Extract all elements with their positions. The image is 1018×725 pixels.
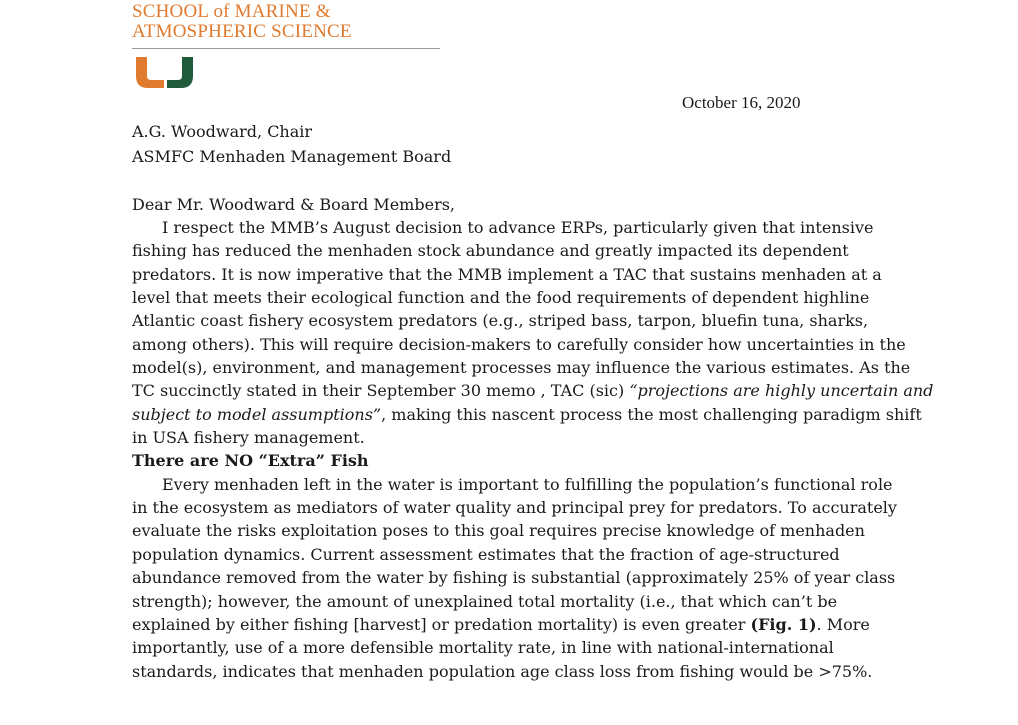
- paragraph-2-line: [132, 613, 952, 636]
- salutation: Dear Mr. Woodward & Board Members,: [132, 195, 456, 214]
- paragraph-1-line: level that meets their ecological function and the food requirements of dependent highline: [132, 288, 870, 308]
- paragraph-2: [132, 473, 952, 683]
- paragraph-2-line: importantly, use of a more defensible mortality rate, in line with national-international: [132, 638, 834, 658]
- quoted-text: subject to model assumptions”: [132, 404, 382, 424]
- letterhead-divider: [132, 48, 440, 49]
- university-logo: [134, 54, 196, 90]
- addressee-name: A.G. Woodward, Chair: [132, 122, 313, 141]
- paragraph-text: , making this nascent process the most challenging paradigm shift: [381, 404, 922, 424]
- paragraph-1-line: among others). This will require decision-makers to carefully consider how uncertainties in the: [132, 334, 906, 354]
- paragraph-1-line: I respect the MMB’s August decision to advance ERPs, particularly given that intensive: [162, 218, 874, 237]
- paragraph-2-line: standards, indicates that menhaden population age class loss from fishing would be >75%.: [132, 661, 873, 681]
- paragraph-1-line: [132, 403, 952, 426]
- u-logo-icon: [134, 54, 196, 90]
- paragraph-1-line: fishing has reduced the menhaden stock abundance and greatly impacted its dependent: [132, 241, 849, 261]
- school-name-line-1: SCHOOL of MARINE &: [132, 1, 331, 22]
- paragraph-2-line: in the ecosystem as mediators of water quality and principal prey for predators. To accurately: [132, 498, 897, 518]
- paragraph-1-line: Atlantic coast fishery ecosystem predators (e.g., striped bass, tarpon, bluefin tuna, sharks,: [132, 311, 869, 331]
- paragraph-2-line: strength); however, the amount of unexplained total mortality (i.e., that which can’t be: [132, 591, 838, 611]
- memo-reference-text: TC succinctly stated in their September 30 memo , TAC (sic): [132, 381, 630, 401]
- paragraph-2-line: Every menhaden left in the water is important to fulfilling the population’s functional role: [162, 474, 893, 494]
- paragraph-1-line: [132, 379, 952, 402]
- paragraph-2-line: evaluate the risks exploitation poses to this goal requires precise knowledge of menhaden: [132, 521, 865, 541]
- paragraph-2-line: abundance removed from the water by fishing is substantial (approximately 25% of year class: [132, 568, 896, 588]
- letter-date: October 16, 2020: [682, 93, 801, 112]
- letter-body: [132, 216, 952, 683]
- section-heading: There are NO “Extra” Fish: [132, 451, 369, 471]
- paragraph-2-line: population dynamics. Current assessment estimates that the fraction of age-structured: [132, 544, 840, 564]
- addressee-block: [132, 119, 451, 169]
- letterhead: [132, 2, 442, 49]
- paragraph-1: [132, 216, 952, 449]
- paragraph-text: explained by either fishing [harvest] or predation mortality) is even greater: [132, 614, 751, 634]
- figure-reference: (Fig. 1): [750, 614, 817, 634]
- paragraph-1-line: predators. It is now imperative that the MMB implement a TAC that sustains menhaden at a: [132, 264, 882, 284]
- paragraph-1-line: model(s), environment, and management processes may influence the various estimates. As the: [132, 358, 911, 378]
- quoted-text: “projections are highly uncertain and: [629, 381, 934, 401]
- paragraph-text: . More: [816, 614, 870, 634]
- paragraph-1-line: in USA fishery management.: [132, 428, 365, 448]
- addressee-organization: ASMFC Menhaden Management Board: [132, 147, 452, 166]
- school-name-line-2: ATMOSPHERIC SCIENCE: [132, 21, 352, 42]
